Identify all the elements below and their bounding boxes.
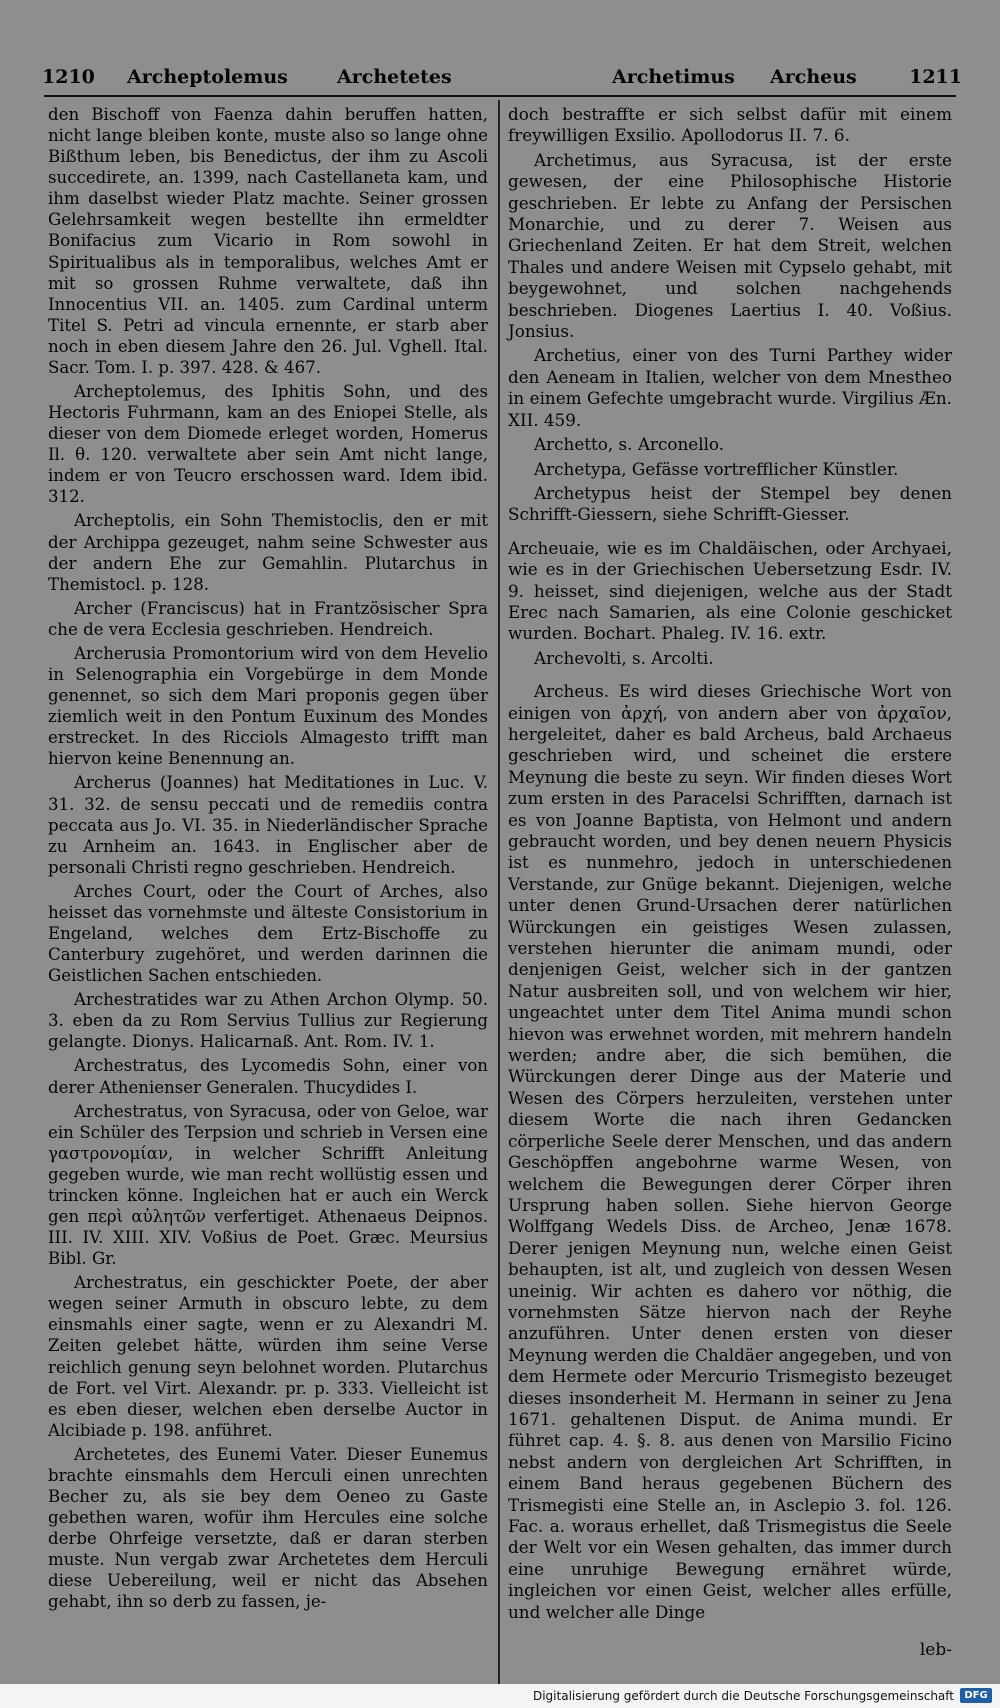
left-column — [48, 104, 488, 1615]
entry-paragraph: Archetetes, des Eunemi Vater. Dieser Eunemus brachte einsmahls dem Herculi einen unrechten Becher zu, als sie bey dem Oeneo zu Gaste gebethen waren, wofür ihm Hercules eine solche derbe Ohrfeige versetzte, daß er daran sterben muste. Nun vergab zwar Archetetes dem Herculi diese Uebereilung, weil er nicht das Absehen gehabt, ihn so derb zu fassen, je- — [48, 1444, 488, 1612]
footer-credit: Digitalisierung gefördert durch die Deutsche Forschungsgemeinschaft — [532, 1689, 954, 1703]
column-divider — [498, 100, 500, 1685]
entry-paragraph: Archetimus, aus Syracusa, ist der erste gewesen, der eine Philosophische Historie geschrieben. Er lebte zu Anfang der Persischen Monarchie, und zu derer 7. Weisen aus Griechenland Zeiten. Er hat dem Streit, welchen Thales und andere Weisen mit Cypselo gehabt, mit beygewohnet, und solchen nachgehends beschrieben. Diogenes Laertius I. 40. Voßius. Jonsius. — [508, 149, 952, 342]
entry-paragraph: Archeuaie, wie es im Chaldäischen, oder Archyaei, wie es in der Griechischen Uebersetzung Esdr. IV. 9. heisset, sind diejenigen, welche aus der Stadt Erec nach Samarien, als eine Colonie geschicket wurden. Bochart. Phaleg. IV. 16. extr. — [508, 537, 952, 644]
entry-paragraph: Archetypus heist der Stempel bey denen Schrifft-Giessern, siehe Schrifft-Giesser. — [508, 482, 952, 525]
entry-paragraph: Archetto, s. Arconello. — [534, 434, 725, 455]
right-page-number: 1211 — [909, 66, 962, 88]
entry-paragraph: Archeptolis, ein Sohn Themistoclis, den er mit der Archippa gezeuget, nahm seine Schwester aus der andern Ehe zur Gemahlin. Plutarchus in Themistocl. p. 128. — [48, 511, 488, 594]
dfg-logo: DFG — [960, 1688, 992, 1703]
entry-paragraph: den Bischoff von Faenza dahin beruffen hatten, nicht lange bleiben konte, muste also so lange ohne Bißthum leben, bis Benedictus, der ihm zu Ascoli succedirete, an. 1399, nach Castellaneta kam, und ihm daselbst wieder Platz machte. Seiner grossen Gelehrsamkeit wegen bestellte ihn ermeldter Bonifacius zum Vicario in Rom sowohl in Spiritualibus als in temporalibus, welches Amt er mit so grossen Ruhme verwaltete, daß ihn Innocentius VII. an. 1405. zum Cardinal unterm Titel S. Petri ad vincula ernennte, er starb aber noch in eben diesem Jahre den 26. Jul. Vghell. Ital. Sacr. Tom. I. p. 397. 428. & 467. — [48, 105, 488, 377]
entry-paragraph: Arches Court, oder the Court of Arches, also heisset das vornehmste und älteste Consistorium in Engeland, welches dem Ertz-Bischoffe zu Canterbury zugehöret, und werden darinnen die Geistlichen Sachen entschieden. — [48, 881, 488, 986]
entry-paragraph: Archeptolemus, des Iphitis Sohn, und des Hectoris Fuhrmann, kam an des Eniopei Stelle, als dieser von dem Diomede erleget worden, Homerus Il. θ. 120. verwaltete aber sein Amt nicht lange, indem er von Teucro erschossen ward. Idem ibid. 312. — [48, 382, 488, 507]
right-catchword-2: Archeus — [770, 66, 857, 88]
left-catchword-1: Archeptolemus — [127, 66, 288, 88]
entry-paragraph: doch bestraffte er sich selbst dafür mit einem freywilligen Exsilio. Apollodorus II. 7. 6. — [508, 104, 952, 146]
right-catchword-1: Archetimus — [612, 66, 735, 88]
entry-paragraph: Archestratus, von Syracusa, oder von Geloe, war ein Schüler des Terpsion und schrieb in Versen eine γαστρονομίαν, in welcher Schrifft Anleitung gegeben wurde, wie man recht wollüstig essen und trincken könne. Ingleichen hat er auch ein Werck gen περὶ αὐλητῶν verfertiget. Athenaeus Deipnos. III. IV. XIII. XIV. Voßius de Poet. Græc. Meursius Bibl. Gr. — [48, 1101, 488, 1269]
entry-paragraph: Archestratides war zu Athen Archon Olymp. 50. 3. eben da zu Rom Servius Tullius zur Regierung gelangte. Dionys. Halicarnaß. Ant. Rom. IV. 1. — [48, 990, 488, 1052]
entry-paragraph: Archerusia Promontorium wird von dem Hevelio in Selenographia ein Vorgebürge in dem Monde genennet, so sich dem Mari proponis gegen über ziemlich weit in den Pontum Euxinum des Mondes erstrecket. In des Ricciols Almagesto trifft man hiervon keine Benennung an. — [48, 643, 488, 769]
entry-paragraph: Archerus (Joannes) hat Meditationes in Luc. V. 31. 32. de sensu peccati und de remediis contra peccata aus Jo. VI. 35. in Niederländischer Sprache zu Arnheim an. 1643. in Englischer aber de personali Christi regno geschrieben. Hendreich. — [48, 773, 488, 877]
running-header — [42, 66, 962, 94]
entry-paragraph: Archer (Franciscus) hat in Frantzösischer Spra che de vera Ecclesia geschrieben. Hendreich. — [48, 598, 488, 639]
left-page-number: 1210 — [42, 66, 95, 88]
entry-paragraph: Archevolti, s. Arcolti. — [534, 647, 714, 668]
header-rule — [44, 95, 956, 97]
right-column — [508, 104, 952, 1626]
catchword: leb- — [919, 1640, 952, 1660]
left-catchword-2: Archetetes — [337, 66, 452, 88]
entry-paragraph: Archetypa, Gefässe vortrefflicher Künstler. — [534, 458, 899, 479]
entry-paragraph: Archestratus, des Lycomedis Sohn, einer von derer Athenienser Generalen. Thucydides I. — [48, 1056, 488, 1097]
entry-paragraph: Archeus. Es wird dieses Griechische Wort von einigen von ἀρχή, von andern aber von ἀρχαῖον, hergeleitet, daher es bald Archeus, bald Archaeus geschrieben wird, und scheinet die erstere Meynung die beste zu seyn. Wir finden dieses Wort zum ersten in des Paracelsi Schrifften, darnach ist es von Joanne Baptista, von Helmont und andern gebraucht worden, und bey denen neuern Physicis ist es nunmehro, jedoch in unterschiedenen Verstande, zur Gnüge bekannt. Diejenigen, welche unter denen Grund-Ursachen derer natürlichen Würckungen ein geistiges Wesen zulassen, verstehen hierunter die animam mundi, oder denjenigen Geist, welcher sich in der gantzen Natur ausbreiten soll, und von welchem wir hier, ungeachtet unter dem Titel Anima mundi schon hievon was erwehnet worden, mit mehrern handeln werden; andre aber, die sich bemühen, die Würckungen derer Dinge aus der Materie und Wesen des Cörpers herzuleiten, verstehen unter diesem Worte die nach ihren Gedancken cörperliche Seele derer Menschen, und das andern Geschöpffen angebohrne warme Wesen, von welchem die Bewegungen derer Cörper ihren Ursprung haben sollen. Siehe hiervon George Wolffgang Wedels Diss. de Archeo, Jenæ 1678. Derer jenigen Meynung nun, welche einen Geist behaupten, ist alt, und zugleich von dessen Wesen uneinig. Wir achten es dahero vor nöthig, die vornehmsten Sätze hiervon nach der Reyhe anzuführen. Unter denen ersten von dieser Meynung werden die Chaldäer angegeben, und von dem Hermete oder Mercurio Trismegisto bezeuget dieses insonderheit M. Hermann in seiner zu Jena 1671. gehaltenen Disput. de Anima mundi. Er führet cap. 4. §. 8. aus denen von Marsilio Ficino nebst andern von dergleichen Art Schrifften, in einem Band heraus gegebenen Büchern des Trismegisti eine Stelle an, in Asclepio 3. fol. 126. Fac. a. woraus erhellet, daß Trismegistus die Seele der Welt vor ein Wesen gehalten, das immer durch eine unruhige Bewegung ernähret würde, ingleichen vor einen Geist, welcher alles erfülle, und welcher alle Dinge — [508, 681, 952, 1622]
entry-paragraph: Archetius, einer von des Turni Parthey wider den Aeneam in Italien, welcher von dem Mnestheo in einem Gefechte umgebracht wurde. Virgilius Æn. XII. 459. — [508, 345, 952, 430]
digitization-footer — [0, 1684, 1000, 1708]
entry-paragraph: Archestratus, ein geschickter Poete, der aber wegen seiner Armuth in obscuro lebte, zu dem einsmahls einer sagte, wenn er zu Alexandri M. Zeiten gelebet hätte, würden ihm seine Verse reichlich genung seyn belohnet worden. Plutarchus de Fort. vel Virt. Alexandr. pr. p. 333. Vielleicht ist es eben dieser, welchen eben derselbe Auctor in Alcibiade p. 198. anführet. — [48, 1273, 488, 1440]
